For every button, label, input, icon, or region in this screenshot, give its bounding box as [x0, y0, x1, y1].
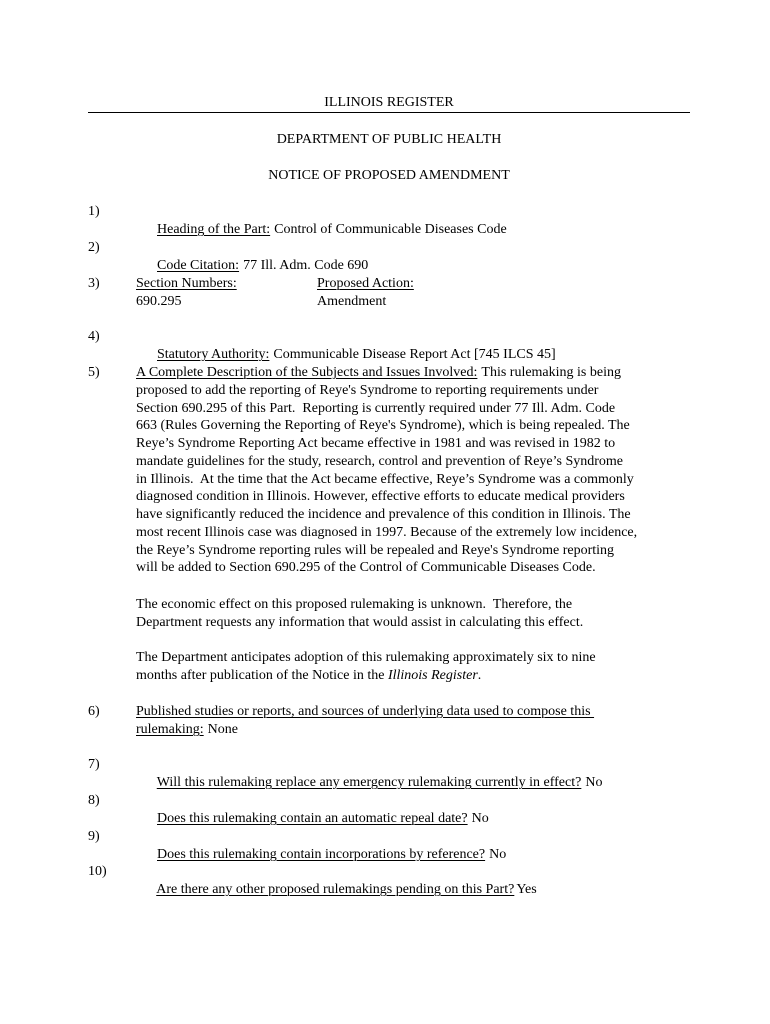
description-paragraph — [136, 364, 637, 577]
proposed-action-label: Proposed Action: — [317, 276, 414, 291]
notice-title: NOTICE OF PROPOSED AMENDMENT — [268, 168, 510, 183]
item-label: Are there any other proposed rulemakings pending on this Part? — [156, 882, 515, 897]
item-label: Statutory Authority: — [157, 347, 270, 362]
item-number: 10) — [88, 864, 107, 879]
description-line: in Illinois. At the time that the Act became effective, Reye’s Syndrome was a commonly — [136, 471, 634, 487]
adoption-line-text: months after publication of the Notice in the — [136, 668, 388, 683]
economic-effect-line: Department requests any information that would assist in calculating this effect. — [136, 615, 584, 630]
description-line: diagnosed condition in Illinois. However, effective efforts to educate medical providers — [136, 489, 625, 505]
description-line: Reye’s Syndrome Reporting Act became effective in 1981 and was revised in 1982 to — [136, 436, 616, 451]
illinois-register-title: Illinois Register — [387, 668, 478, 683]
item-number: 9) — [88, 829, 100, 844]
item-label: Does this rulemaking contain incorporations by reference? — [157, 847, 486, 862]
item-number: 3) — [88, 276, 100, 291]
proposed-action-value: Amendment — [317, 294, 387, 309]
item-number: 6) — [88, 704, 100, 719]
item-value: Control of Communicable Diseases Code — [274, 222, 507, 237]
item-label-continued: rulemaking: — [136, 722, 204, 737]
description-line: most recent Illinois case was diagnosed in 1997. Because of the extremely low incidence, — [136, 524, 638, 540]
section-numbers-value: 690.295 — [136, 294, 182, 309]
item-value: No — [471, 811, 489, 826]
item-number: 4) — [88, 329, 100, 344]
item-number: 8) — [88, 793, 100, 808]
item-label: Code Citation: — [157, 258, 240, 273]
adoption-line: The Department anticipates adoption of this rulemaking approximately six to nine — [136, 650, 596, 665]
item-number: 5) — [88, 365, 100, 380]
item-label: A Complete Description of the Subjects and Issues Involved: — [136, 365, 478, 380]
description-line: will be added to Section 690.295 of the Control of Communicable Diseases Code. — [136, 560, 596, 576]
description-line: the Reye’s Syndrome reporting rules will be repealed and Reye's Syndrome reporting — [136, 542, 615, 558]
description-line: 663 (Rules Governing the Reporting of Reye's Syndrome), which is being repealed. The — [136, 418, 630, 434]
item-number: 2) — [88, 240, 100, 255]
item-label: Heading of the Part: — [157, 222, 271, 237]
item-value: 77 Ill. Adm. Code 690 — [243, 258, 369, 273]
adoption-line-end: . — [477, 668, 482, 683]
department-title: DEPARTMENT OF PUBLIC HEALTH — [276, 132, 502, 147]
item-label: Will this rulemaking replace any emergency rulemaking currently in effect? — [156, 775, 582, 790]
item-value: No — [489, 847, 507, 862]
item-value: Yes — [516, 882, 537, 897]
item-value: No — [585, 775, 603, 790]
item-value: Communicable Disease Report Act [745 ILCS 45] — [273, 347, 556, 362]
description-line: Section 690.295 of this Part. Reporting is currently required under 77 Ill. Adm. Code — [136, 400, 616, 416]
economic-effect-line: The economic effect on this proposed rulemaking is unknown. Therefore, the — [136, 597, 573, 612]
register-title: ILLINOIS REGISTER — [324, 95, 454, 110]
item-label: Published studies or reports, and sources of underlying data used to compose this — [136, 704, 595, 719]
description-first-line: This rulemaking is being — [481, 365, 621, 380]
item-label: Does this rulemaking contain an automatic repeal date? — [157, 811, 468, 826]
description-line: proposed to add the reporting of Reye's Syndrome to reporting requirements under — [136, 382, 599, 398]
header-rule — [88, 112, 690, 113]
description-line: have significantly reduced the incidence and prevalence of this condition in Illinois. The — [136, 507, 631, 522]
item-number: 1) — [88, 204, 100, 219]
item-value: None — [207, 722, 238, 737]
description-line: mandate guidelines for the study, research, control and prevention of Reye’s Syndrome — [136, 453, 624, 469]
item-number: 7) — [88, 757, 100, 772]
section-numbers-label: Section Numbers: — [136, 276, 237, 291]
